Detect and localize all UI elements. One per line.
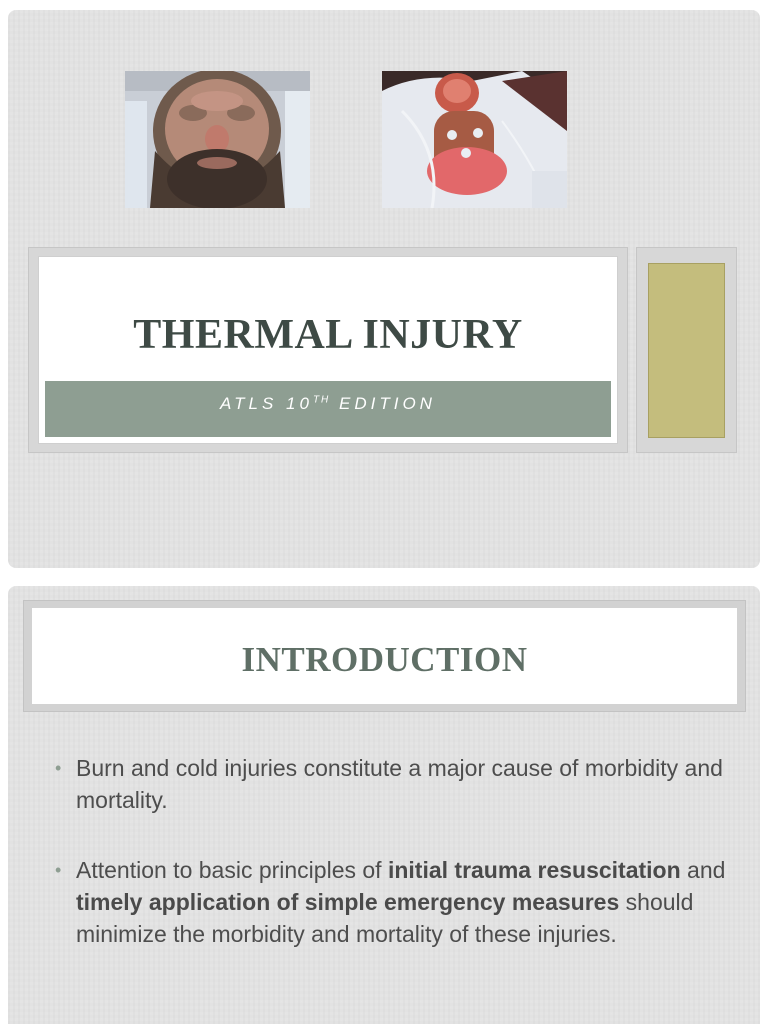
title-card	[38, 256, 618, 444]
bullet-text-part: Attention to basic principles of	[76, 857, 388, 883]
title-slide	[8, 10, 760, 568]
bullet-text-part: and	[680, 857, 726, 883]
bullet-bold-text: initial trauma resuscitation	[387, 857, 681, 883]
introduction-slide	[8, 586, 760, 1024]
subtitle-band	[45, 381, 611, 437]
accent-frame	[636, 247, 737, 453]
heading-card	[32, 608, 737, 704]
subtitle-superscript: TH	[312, 394, 331, 406]
bullet-item	[52, 752, 732, 816]
bullet-text-part: should minimize the morbidity and mortality of these injuries.	[76, 889, 694, 947]
bullet-icon: •	[55, 758, 62, 778]
burned-child-photo	[382, 71, 567, 208]
accent-swatch	[648, 263, 725, 438]
bullet-icon: •	[55, 860, 62, 880]
burn-face-photo	[125, 71, 310, 208]
subtitle-main: ATLS 10	[220, 394, 313, 413]
section-heading: INTRODUCTION	[241, 640, 528, 679]
burn-face-image	[125, 71, 310, 208]
slide-title: THERMAL INJURY	[133, 312, 523, 358]
heading-frame	[23, 600, 746, 712]
bullet-text: Burn and cold injuries constitute a major cause of morbidity and mortality.	[76, 755, 723, 813]
bullet-bold-text: timely application of simple emergency measures	[76, 889, 620, 915]
title-frame	[28, 247, 628, 453]
bullet-list	[52, 752, 732, 988]
subtitle-rest: EDITION	[330, 394, 436, 413]
bullet-item	[52, 854, 732, 950]
burned-child-image	[382, 71, 567, 208]
slide-subtitle	[45, 394, 611, 414]
